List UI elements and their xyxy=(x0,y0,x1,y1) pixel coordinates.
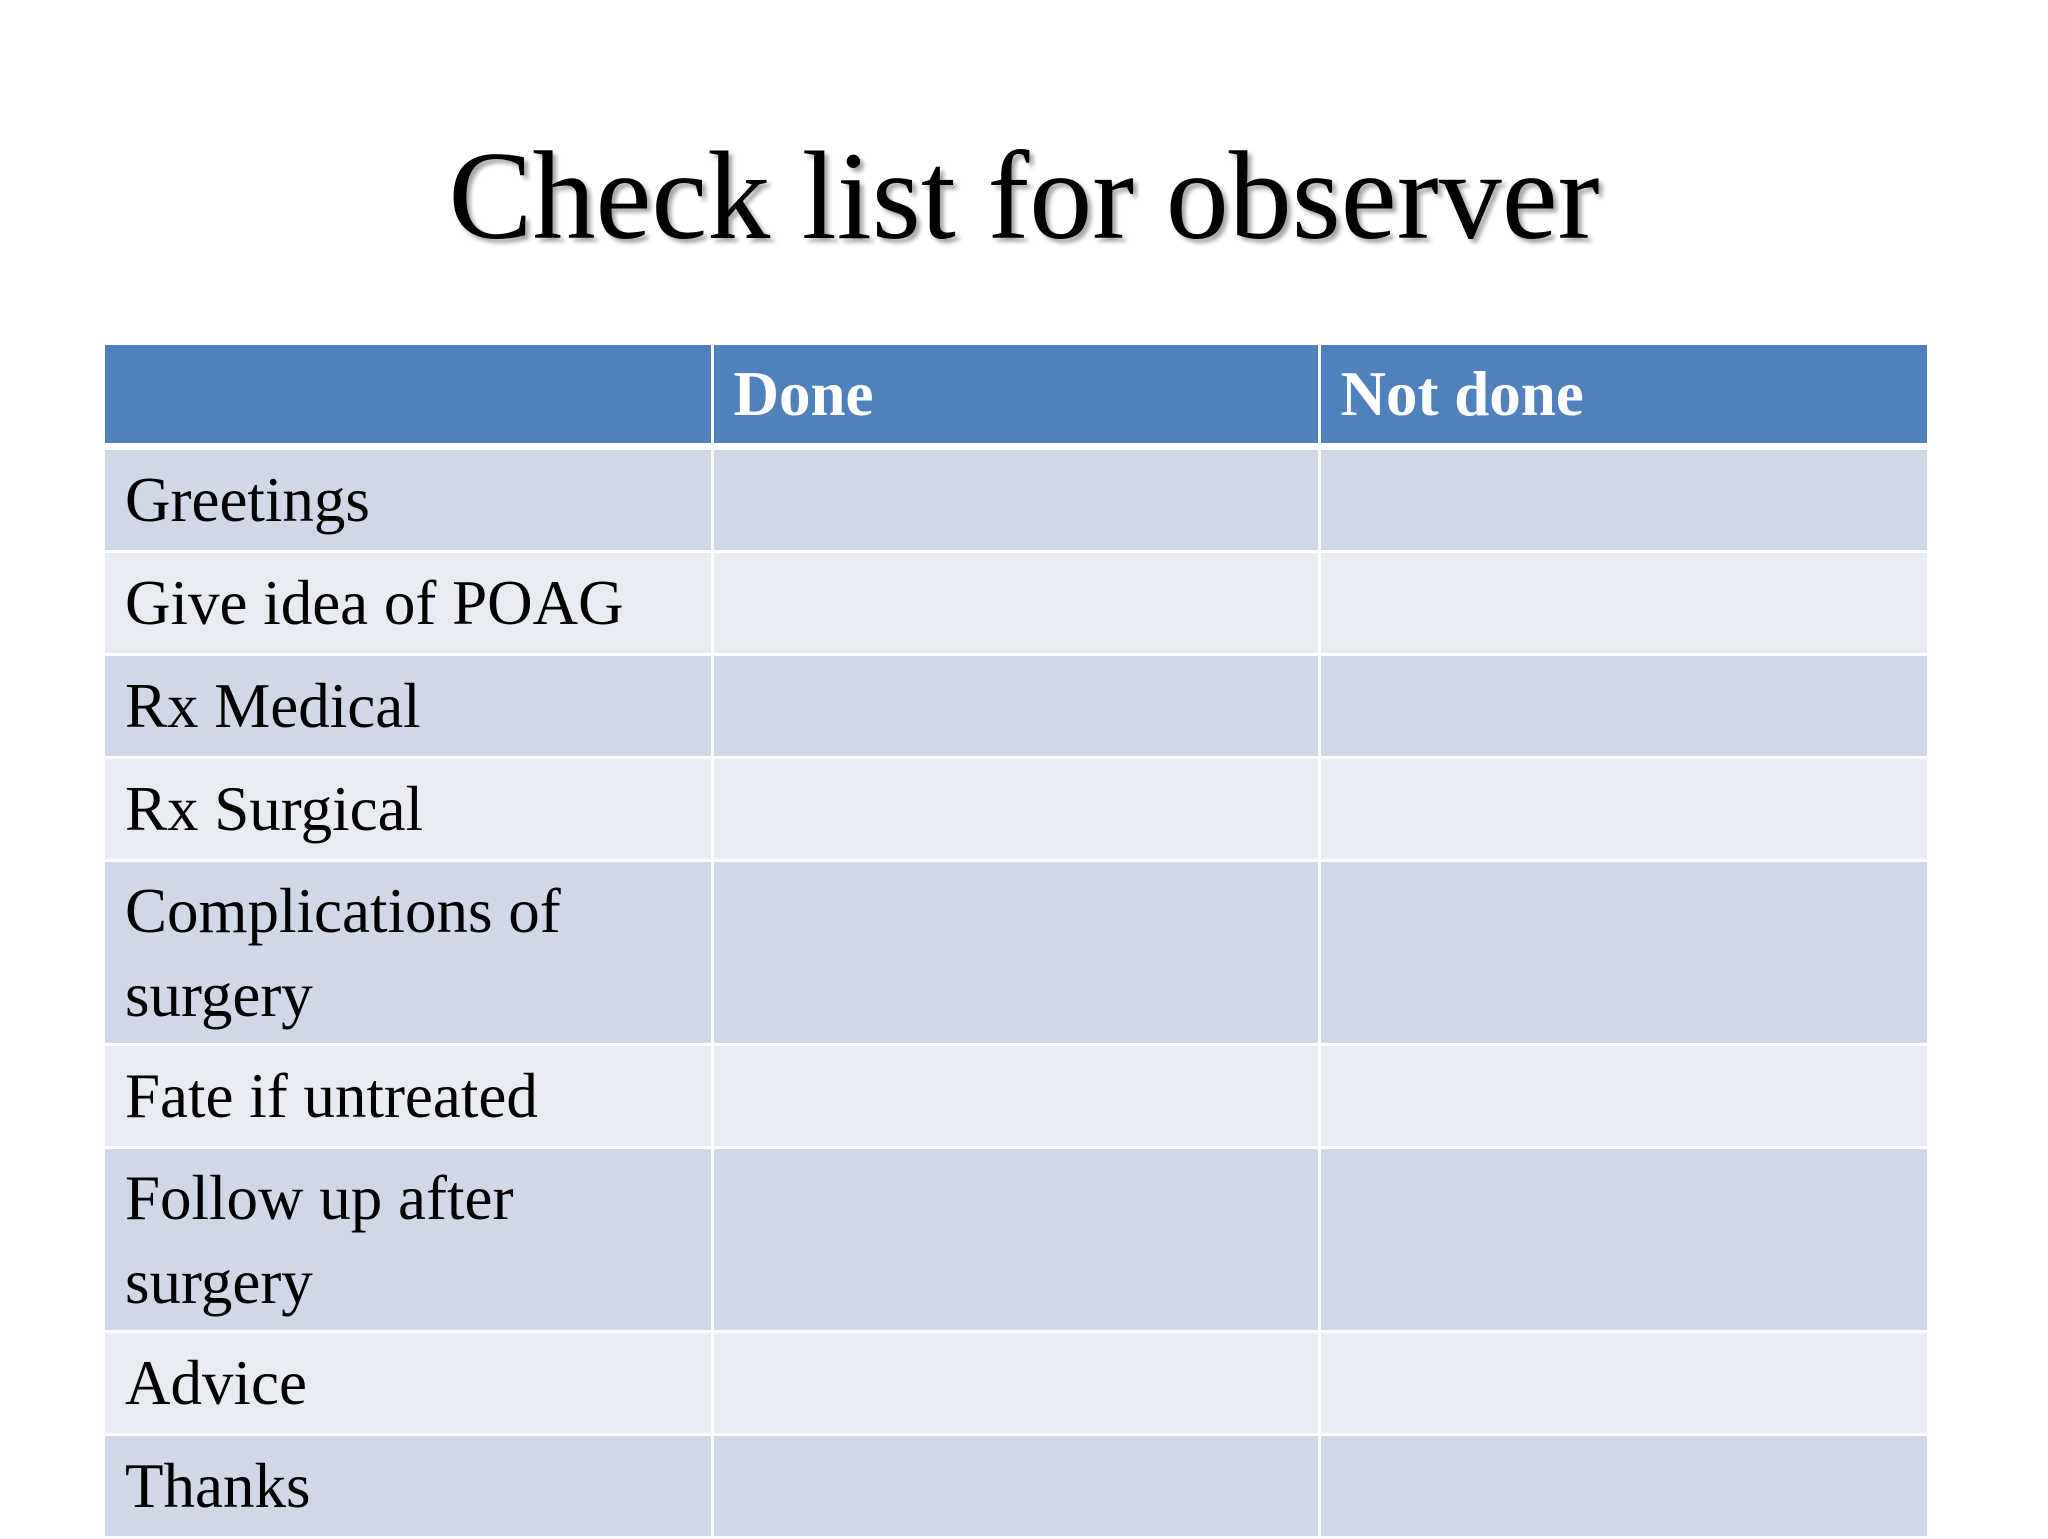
row-item-label: Complications of surgery xyxy=(105,861,712,1045)
table-row xyxy=(105,552,1927,655)
table-row xyxy=(105,1045,1927,1148)
done-cell[interactable] xyxy=(712,1332,1319,1435)
header-not-done: Not done xyxy=(1319,345,1927,447)
done-cell[interactable] xyxy=(712,552,1319,655)
not-done-cell[interactable] xyxy=(1319,1435,1927,1538)
table-header-row xyxy=(105,345,1927,447)
not-done-cell[interactable] xyxy=(1319,1148,1927,1332)
done-cell[interactable] xyxy=(712,758,1319,861)
table-row xyxy=(105,447,1927,552)
row-item-label: Follow up after surgery xyxy=(105,1148,712,1332)
row-item-label: Fate if untreated xyxy=(105,1045,712,1148)
not-done-cell[interactable] xyxy=(1319,1332,1927,1435)
done-cell[interactable] xyxy=(712,861,1319,1045)
table-row xyxy=(105,861,1927,1045)
not-done-cell[interactable] xyxy=(1319,655,1927,758)
row-item-label: Rx Surgical xyxy=(105,758,712,861)
header-done: Done xyxy=(712,345,1319,447)
not-done-cell[interactable] xyxy=(1319,552,1927,655)
not-done-cell[interactable] xyxy=(1319,447,1927,552)
done-cell[interactable] xyxy=(712,1148,1319,1332)
done-cell[interactable] xyxy=(712,1045,1319,1148)
row-item-label: Greetings xyxy=(105,447,712,552)
done-cell[interactable] xyxy=(712,655,1319,758)
table-row xyxy=(105,1332,1927,1435)
done-cell[interactable] xyxy=(712,1435,1319,1538)
row-item-label: Thanks xyxy=(105,1435,712,1538)
checklist-table xyxy=(105,345,1927,1539)
row-item-label: Give idea of POAG xyxy=(105,552,712,655)
table-row xyxy=(105,758,1927,861)
row-item-label: Advice xyxy=(105,1332,712,1435)
header-item xyxy=(105,345,712,447)
table-row xyxy=(105,1435,1927,1538)
row-item-label: Rx Medical xyxy=(105,655,712,758)
not-done-cell[interactable] xyxy=(1319,861,1927,1045)
slide-title: Check list for observer xyxy=(448,127,1600,266)
table-row xyxy=(105,655,1927,758)
not-done-cell[interactable] xyxy=(1319,1045,1927,1148)
not-done-cell[interactable] xyxy=(1319,758,1927,861)
done-cell[interactable] xyxy=(712,447,1319,552)
table-row xyxy=(105,1148,1927,1332)
